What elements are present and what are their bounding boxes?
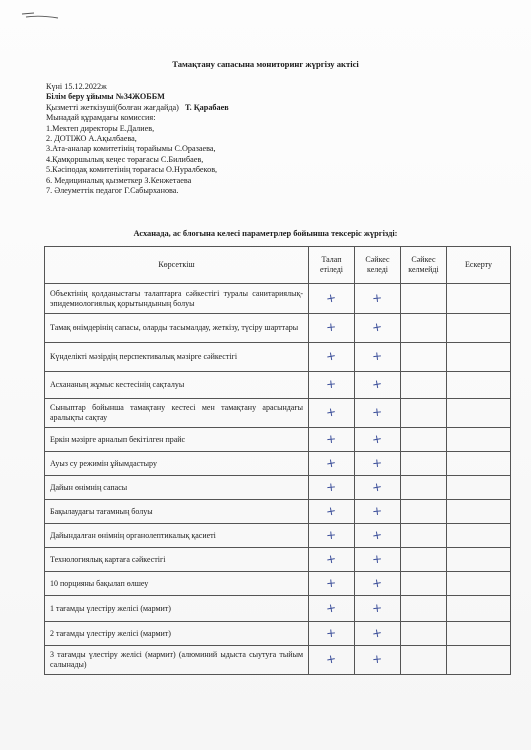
indicator-cell: 3 тағамды үлестіру желісі (мармит) (алюминий ыдыста сыутуға тыйым салынады) [45,646,309,675]
table-row [45,596,511,622]
required-mark: + [325,575,338,590]
noncompliant-mark-cell [401,500,447,524]
indicator-cell: Бақылаудағы тағамның болуы [45,500,309,524]
noncompliant-mark-cell [401,646,447,675]
header-noncompliant: Сәйкес келмейді [401,247,447,284]
compliant-mark: + [371,290,384,305]
compliant-mark: + [371,376,384,392]
note-cell [447,343,511,372]
note-cell [447,500,511,524]
indicator-cell: Дайын өнімнің сапасы [45,476,309,500]
compliant-mark-cell [355,314,401,343]
compliant-mark: + [371,526,384,543]
compliant-mark-cell [355,399,401,428]
table-row [45,622,511,646]
required-mark-cell [309,314,355,343]
note-cell [447,372,511,399]
table-row [45,500,511,524]
required-mark: + [325,527,338,542]
required-mark: + [325,550,338,567]
organization-line: Білім беру ұйымы №34ЖОББМ [46,92,165,102]
required-mark-cell [309,343,355,372]
commission-intro: Мынадай құрамдағы комиссия: [46,113,156,123]
note-cell [447,314,511,343]
indicator-cell: Тамақ өнімдерінің сапасы, оларды тасымалдау, жеткізу, түсіру шарттары [45,314,309,343]
note-cell [447,399,511,428]
note-cell [447,646,511,675]
table-row [45,343,511,372]
compliant-mark: + [371,319,384,335]
required-mark-cell [309,646,355,675]
compliant-mark: + [371,651,384,667]
required-mark: + [325,348,338,364]
required-mark-cell [309,284,355,314]
compliant-mark-cell [355,548,401,572]
indicator-cell: Асхананың жұмыс кестесінің сақталуы [45,372,309,399]
required-mark-cell [309,372,355,399]
act-info [46,82,229,196]
compliant-mark-cell [355,476,401,500]
compliant-mark: + [371,430,384,447]
note-cell [447,596,511,622]
compliant-mark-cell [355,452,401,476]
compliant-mark-cell [355,596,401,622]
compliant-mark: + [371,574,384,591]
table-row [45,284,511,314]
noncompliant-mark-cell [401,399,447,428]
required-mark-cell [309,500,355,524]
indicator-cell: 10 порцияны бақылап өлшеу [45,572,309,596]
note-cell [447,284,511,314]
required-mark: + [325,404,338,420]
required-mark: + [325,502,338,519]
indicator-cell: Ауыз су режимін ұйымдастыру [45,452,309,476]
header-compliant: Сәйкес келеді [355,247,401,284]
compliant-mark: + [371,404,384,420]
date-line: Күні 15.12.2022ж [46,82,107,91]
noncompliant-mark-cell [401,524,447,548]
indicator-cell: Сыныптар бойынша тамақтану кестесі мен тамақтану арасындағы аралықты сақтау [45,399,309,428]
note-cell [447,524,511,548]
table-row [45,428,511,452]
required-mark-cell [309,428,355,452]
commission-member: 2. ДОТІЖО А.Ақылбаева, [46,134,137,144]
noncompliant-mark-cell [401,343,447,372]
supplier-name: Т. Қарабаев [185,102,229,112]
table-row [45,399,511,428]
required-mark: + [325,454,338,471]
compliant-mark-cell [355,343,401,372]
header-note: Ескерту [447,247,511,284]
required-mark-cell [309,452,355,476]
noncompliant-mark-cell [401,596,447,622]
compliant-mark-cell [355,524,401,548]
compliant-mark: + [371,503,384,518]
compliant-mark: + [371,455,384,470]
noncompliant-mark-cell [401,372,447,399]
document-title: Тамақтану сапасына мониторинг жүргізу актісі [172,59,359,69]
indicator-cell: Күнделікті мәзірдің перспективалық мәзірге сәйкестігі [45,343,309,372]
table-row [45,524,511,548]
compliant-mark: + [371,348,384,364]
note-cell [447,452,511,476]
required-mark: + [325,599,338,616]
table-row [45,548,511,572]
header-required: Талап етіледі [309,247,355,284]
note-cell [447,428,511,452]
indicator-cell: Технологиялық картаға сәйкестігі [45,548,309,572]
commission-member: 6. Медициналық қызметкер З.Кенжетаева [46,175,192,185]
compliant-mark: + [371,600,384,615]
compliant-mark-cell [355,428,401,452]
noncompliant-mark-cell [401,428,447,452]
required-mark-cell [309,399,355,428]
indicator-cell: 2 тағамды үлестіру желісі (мармит) [45,622,309,646]
noncompliant-mark-cell [401,452,447,476]
compliant-mark-cell [355,500,401,524]
supplier-label: Қызметті жеткізуші(болған жағдайда) [46,102,179,112]
noncompliant-mark-cell [401,572,447,596]
required-mark: + [325,479,338,494]
indicator-cell: Дайындалған өнімнің органолептикалық қасиеті [45,524,309,548]
table-intro: Асханада, ас блогына келесі параметрлер бойынша тексеріс жүргізді: [133,229,398,238]
table-row [45,572,511,596]
required-mark-cell [309,524,355,548]
table-body [45,284,511,675]
commission-member: 3.Ата-аналар комитетінің төрайымы С.Оразаева, [46,144,216,154]
handwritten-mark [20,8,60,20]
compliant-mark: + [371,624,384,641]
required-mark: + [325,431,338,446]
monitoring-table [44,246,511,675]
table-row [45,646,511,675]
commission-member: 5.Кәсіподақ комитетінің төрағасы О.Нуралбеков, [46,165,218,175]
note-cell [447,548,511,572]
indicator-cell: Еркін мәзірге арналып бекітілген прайс [45,428,309,452]
indicator-cell: 1 тағамды үлестіру желісі (мармит) [45,596,309,622]
required-mark: + [325,376,338,392]
required-mark: + [325,289,338,306]
table-row [45,452,511,476]
table-row [45,476,511,500]
compliant-mark-cell [355,646,401,675]
required-mark: + [325,625,338,640]
required-mark: + [325,651,338,667]
compliant-mark-cell [355,284,401,314]
required-mark-cell [309,476,355,500]
note-cell [447,572,511,596]
noncompliant-mark-cell [401,314,447,343]
required-mark: + [325,319,338,335]
table-row [45,314,511,343]
commission-member: 1.Мектеп директоры Е.Далиев, [46,123,155,133]
compliant-mark: + [371,551,384,566]
commission-member: 4.Қамқоршылық кеңес төрағасы С.Билибаев, [46,154,204,164]
compliant-mark: + [371,478,384,495]
commission-member: 7. Әлеуметтік педагог Г.Сабырханова. [46,186,179,196]
required-mark-cell [309,596,355,622]
note-cell [447,476,511,500]
noncompliant-mark-cell [401,622,447,646]
noncompliant-mark-cell [401,548,447,572]
required-mark-cell [309,548,355,572]
indicator-cell: Объектінің қолданыстағы талаптарға сәйкестігі туралы санитариялық-эпидемиологиялық қорытындының болуы [45,284,309,314]
noncompliant-mark-cell [401,284,447,314]
note-cell [447,622,511,646]
header-indicator: Көрсеткіш [45,247,309,284]
noncompliant-mark-cell [401,476,447,500]
required-mark-cell [309,622,355,646]
table-row [45,372,511,399]
compliant-mark-cell [355,372,401,399]
supplier-line [46,103,229,113]
table-header-row [45,247,511,284]
compliant-mark-cell [355,572,401,596]
required-mark-cell [309,572,355,596]
compliant-mark-cell [355,622,401,646]
